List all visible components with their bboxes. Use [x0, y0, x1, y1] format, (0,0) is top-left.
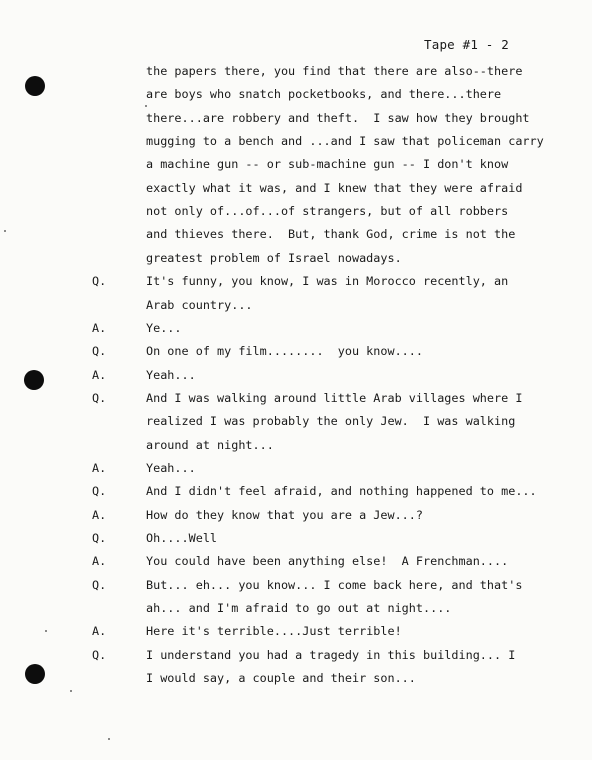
line-text: Here it's terrible....Just terrible!: [146, 624, 402, 639]
tape-header: Tape #1 - 2: [424, 37, 509, 52]
transcript-line: [0, 457, 592, 480]
line-text: Arab country...: [146, 297, 253, 312]
line-text: On one of my film........ you know....: [146, 344, 423, 359]
line-text: there...are robbery and theft. I saw how they brought: [146, 110, 530, 125]
line-text: Yeah...: [146, 367, 196, 382]
transcript-line: [0, 317, 592, 340]
transcript-line: [0, 153, 592, 176]
line-text: But... eh... you know... I come back here, and that's: [146, 577, 523, 592]
transcript-line: [0, 667, 592, 690]
speaker-label: A.: [92, 460, 107, 475]
transcript-line: [0, 340, 592, 363]
speaker-label: Q.: [92, 344, 107, 359]
transcript-line: [0, 177, 592, 200]
transcript-line: [0, 504, 592, 527]
line-text: exactly what it was, and I knew that they were afraid: [146, 180, 523, 195]
speaker-label: A.: [92, 624, 107, 639]
transcript-line: [0, 223, 592, 246]
transcript-line: [0, 247, 592, 270]
speaker-label: A.: [92, 507, 107, 522]
transcript-line: [0, 294, 592, 317]
speaker-label: Q.: [92, 577, 107, 592]
speaker-label: Q.: [92, 390, 107, 405]
transcript-line: [0, 597, 592, 620]
line-text: a machine gun -- or sub-machine gun -- I don't know: [146, 157, 509, 172]
transcript-line: [0, 83, 592, 106]
line-text: Oh....Well: [146, 531, 218, 545]
transcript-line: [0, 410, 592, 433]
transcript-line: [0, 60, 592, 83]
transcript-line: [0, 387, 592, 410]
speaker-label: A.: [92, 554, 107, 569]
transcript-line: [0, 527, 592, 550]
line-text: How do they know that you are a Jew...?: [146, 507, 423, 522]
speaker-label: Q.: [92, 484, 107, 499]
page-speck: [70, 690, 72, 692]
transcript-line: [0, 200, 592, 223]
line-text: I understand you had a tragedy in this building... I: [146, 647, 516, 662]
transcript-line: [0, 434, 592, 457]
speaker-label: Q.: [92, 531, 107, 545]
speaker-label: Q.: [92, 647, 107, 662]
transcript-line: [0, 574, 592, 597]
page-speck: [108, 738, 110, 740]
line-text: realized I was probably the only Jew. I was walking: [146, 414, 516, 429]
transcript-line: [0, 644, 592, 667]
transcript-line: [0, 620, 592, 643]
line-text: are boys who snatch pocketbooks, and there...there: [146, 87, 502, 102]
speaker-label: A.: [92, 320, 107, 335]
line-text: It's funny, you know, I was in Morocco recently, an: [146, 274, 509, 289]
line-text: Ye...: [146, 320, 182, 335]
transcript-line: [0, 130, 592, 153]
speaker-label: A.: [92, 367, 107, 382]
line-text: ah... and I'm afraid to go out at night....: [146, 601, 452, 616]
line-text: mugging to a bench and ...and I saw that policeman carry: [146, 134, 544, 149]
line-text: greatest problem of Israel nowadays.: [146, 250, 402, 265]
line-text: Yeah...: [146, 460, 196, 475]
line-text: and thieves there. But, thank God, crime is not the: [146, 227, 516, 242]
line-text: not only of...of...of strangers, but of all robbers: [146, 204, 509, 219]
line-text: And I didn't feel afraid, and nothing happened to me...: [146, 484, 537, 499]
transcript-line: [0, 550, 592, 573]
line-text: I would say, a couple and their son...: [146, 671, 416, 686]
transcript-line: [0, 364, 592, 387]
line-text: around at night...: [146, 437, 274, 452]
line-text: You could have been anything else! A Frenchman....: [146, 554, 509, 569]
transcript-line: [0, 480, 592, 503]
line-text: the papers there, you find that there are also--there: [146, 64, 523, 78]
speaker-label: Q.: [92, 274, 107, 289]
transcript-line: [0, 270, 592, 293]
transcript-line: [0, 107, 592, 130]
line-text: And I was walking around little Arab villages where I: [146, 390, 523, 405]
